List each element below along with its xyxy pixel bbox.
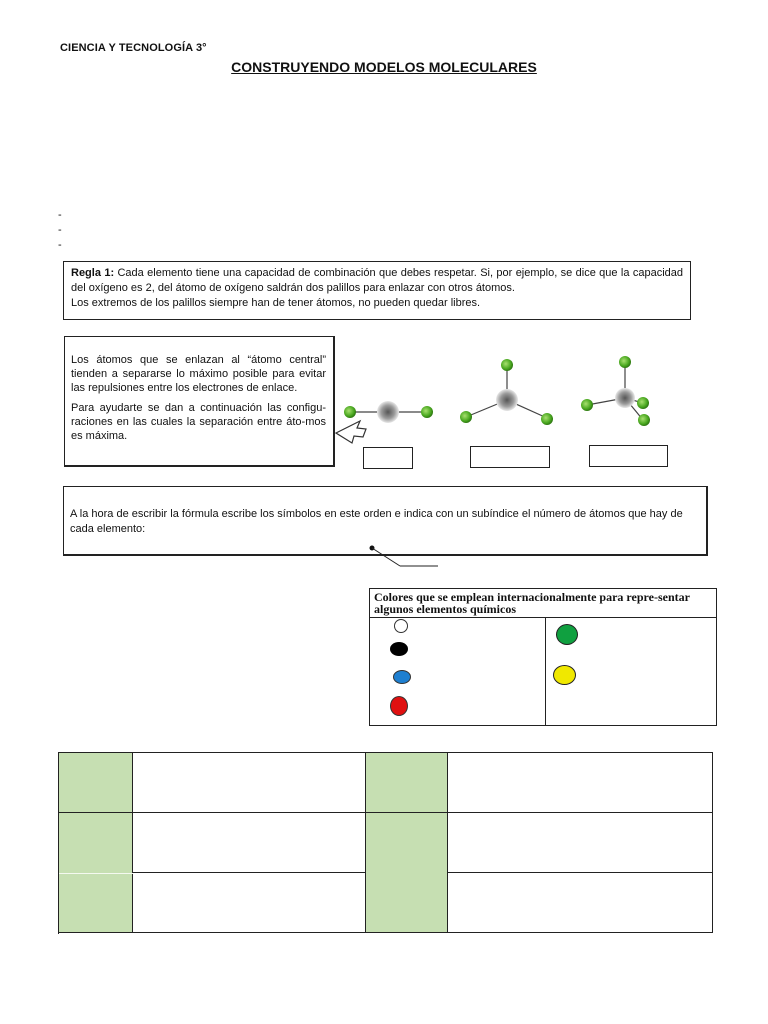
bullet-1: - [58, 209, 62, 221]
column-divider [545, 618, 546, 725]
color-swatch-white [394, 619, 408, 633]
pointer-arrow-icon [336, 421, 366, 443]
bonded-atom [460, 411, 472, 423]
course-name: CIENCIA Y TECNOLOGÍA 3° [60, 42, 207, 54]
tetrahedral-geometry [581, 356, 650, 426]
color-swatch-blue [393, 670, 411, 684]
atoms-paragraph-2: Para ayudarte se dan a continuación las configu-raciones en las cuales la separación entre áto-mos es máxima. [71, 402, 326, 442]
grid-answer-cell[interactable] [448, 813, 713, 873]
grid-label-cell [366, 753, 448, 813]
element-colors-table [369, 588, 717, 726]
atoms-info-box [64, 336, 335, 467]
bonded-atom [501, 359, 513, 371]
trigonal-geometry [460, 359, 553, 425]
grid-label-cell [59, 753, 133, 813]
grid-answer-cell[interactable] [133, 813, 366, 873]
grid-label-cell [366, 813, 448, 933]
molecules-grid [58, 752, 713, 934]
bonded-atom [619, 356, 631, 368]
element-colors-title: Colores que se emplean internacionalmente para repre-sentar algunos elementos químicos [370, 589, 716, 618]
page-title: CONSTRUYENDO MODELOS MOLECULARES [231, 59, 537, 75]
formula-text: A la hora de escribir la fórmula escribe los símbolos en este orden e indica con un subíndice el número de átomos que hay de cada elemento: [70, 508, 683, 535]
grid-answer-cell[interactable] [448, 873, 713, 933]
bonded-atom [637, 397, 649, 409]
rule-1-text: Cada elemento tiene una capacidad de combinación que debes respetar. Si, por ejemplo, se dice que la capacidad del oxígeno es 2, del átomo de oxígeno saldrán dos palillos para enlazar con otros átomos. [71, 267, 683, 294]
color-swatch-green [556, 624, 578, 645]
rule-1-label: Regla 1: [71, 267, 115, 279]
central-atom [615, 388, 635, 408]
bullet-2: - [58, 224, 62, 236]
color-swatch-black [390, 642, 408, 656]
grid-answer-cell[interactable] [133, 753, 366, 813]
color-swatch-red [390, 696, 408, 716]
answer-box-trigonal[interactable] [470, 446, 550, 468]
bonded-atom [344, 406, 356, 418]
connector-line [368, 544, 440, 570]
bullet-3: - [58, 239, 62, 251]
linear-geometry [344, 401, 433, 423]
color-swatch-yellow [553, 665, 576, 685]
bonded-atom [421, 406, 433, 418]
molecular-geometries-figure [330, 345, 690, 445]
atoms-paragraph-1: Los átomos que se enlazan al “átomo central” tienden a separarse lo máximo posible para evitar las repulsiones entre los electrones de enlace. [71, 354, 326, 394]
bonded-atom [541, 413, 553, 425]
rule-1-text-2: Los extremos de los palillos siempre han de tener átomos, no pueden quedar libres. [71, 297, 481, 309]
rule-1-box [63, 261, 691, 320]
central-atom [496, 389, 518, 411]
central-atom [377, 401, 399, 423]
answer-box-tetrahedral[interactable] [589, 445, 668, 467]
answer-box-linear[interactable] [363, 447, 413, 469]
grid-answer-cell[interactable] [133, 873, 366, 933]
bonded-atom [581, 399, 593, 411]
grid-answer-cell[interactable] [448, 753, 713, 813]
bonded-atom [638, 414, 650, 426]
